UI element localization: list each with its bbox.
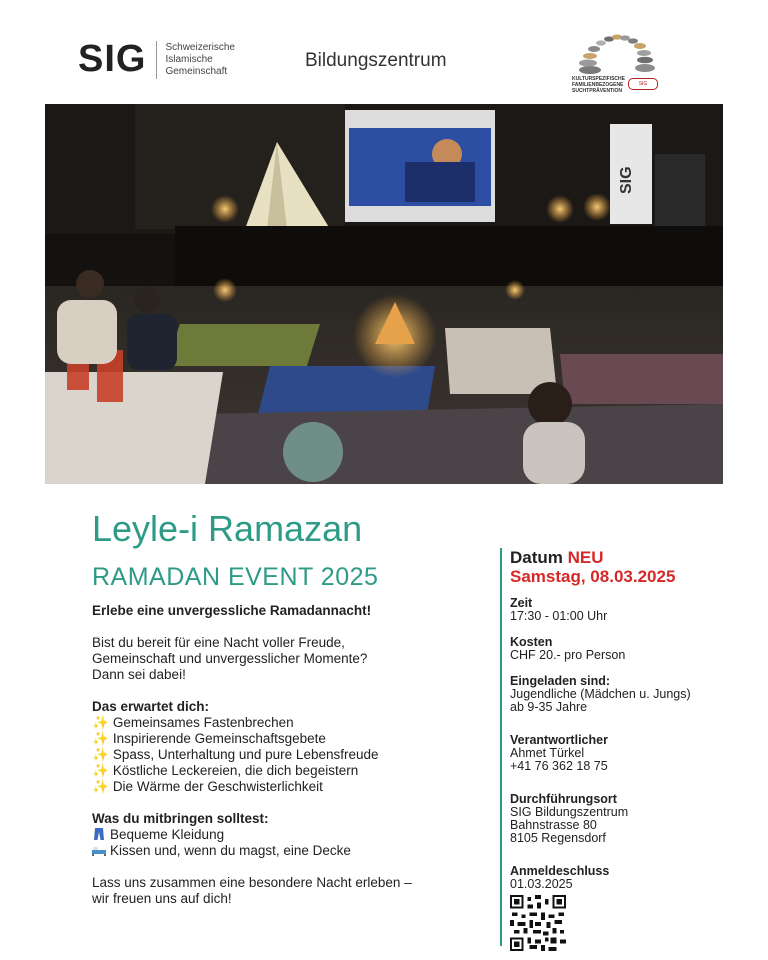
closing-line: wir freuen uns auf dich!: [92, 891, 232, 906]
bring-heading: Was du mitbringen solltest:: [92, 811, 269, 826]
expect-list: [92, 715, 482, 795]
intro-line: Dann sei dabei!: [92, 667, 186, 682]
contact-label: Verantwortlicher: [510, 733, 608, 747]
invited-block: [510, 675, 740, 714]
logo-name-line: Islamische: [165, 53, 213, 65]
cost-value: CHF 20.- pro Person: [510, 648, 626, 662]
partner-logo-line: KULTURSPEZIFISCHE: [572, 76, 625, 82]
location-line: Bahnstrasse 80: [510, 818, 597, 832]
sparkles-icon: ✨: [92, 731, 109, 746]
sparkles-icon: ✨: [92, 747, 109, 762]
cost-block: [510, 636, 740, 662]
jeans-icon: [92, 828, 106, 840]
time-value: 17:30 - 01:00 Uhr: [510, 609, 608, 623]
intro-line: Bist du bereit für eine Nacht voller Freude,: [92, 635, 345, 650]
new-badge: NEU: [567, 548, 604, 567]
closing-line: Lass uns zusammen eine besondere Nacht erleben –: [92, 875, 412, 890]
datum-label: Datum: [510, 548, 563, 567]
location-line: SIG Bildungszentrum: [510, 805, 629, 819]
photo-sign-text: SIG: [618, 166, 635, 194]
sig-logo: [78, 38, 235, 81]
list-item: ✨ Inspirierende Gemeinschaftsgebete: [92, 731, 326, 746]
time-block: [510, 597, 740, 623]
invited-label: Eingeladen sind:: [510, 674, 611, 688]
logo-name-line: Schweizerische: [165, 41, 235, 53]
partner-logo-text: [572, 76, 632, 94]
list-item: Kissen und, wenn du magst, eine Decke: [92, 843, 482, 859]
event-subtitle: RAMADAN EVENT 2025: [92, 563, 379, 591]
contact-phone[interactable]: +41 76 362 18 75: [510, 759, 608, 773]
list-item: ✨ Spass, Unterhaltung und pure Lebensfreude: [92, 747, 379, 762]
qr-code-icon[interactable]: [510, 895, 566, 951]
datum-heading: [510, 548, 740, 567]
details-divider: [500, 548, 502, 946]
partner-logo-line: SUCHTPRÄVENTION: [572, 88, 623, 94]
logo-divider: [156, 41, 157, 79]
list-item: Bequeme Kleidung: [92, 827, 482, 843]
sparkles-icon: ✨: [92, 779, 109, 794]
header: [0, 0, 768, 100]
expect-heading: Das erwartet dich:: [92, 699, 210, 714]
event-photo: [45, 104, 723, 484]
location-label: Durchführungsort: [510, 792, 617, 806]
location-block: [510, 793, 740, 845]
sparkles-icon: ✨: [92, 763, 109, 778]
list-item: ✨ Köstliche Leckereien, die dich begeistern: [92, 763, 359, 778]
invited-line: ab 9-35 Jahre: [510, 700, 588, 714]
cost-label: Kosten: [510, 635, 553, 649]
contact-block: [510, 734, 740, 773]
partner-logo-line: FAMILIENBEZOGENE: [572, 82, 624, 88]
sig-logo-mark: SIG: [78, 38, 147, 80]
event-details: [510, 548, 740, 954]
deadline-value: 01.03.2025: [510, 877, 573, 891]
sig-logo-name: [165, 42, 234, 78]
header-center-text: Bildungszentrum: [305, 50, 447, 71]
bed-icon: [92, 844, 106, 856]
event-title: Leyle-i Ramazan: [92, 508, 363, 549]
list-item: ✨ Die Wärme der Geschwisterlichkeit: [92, 779, 323, 794]
logo-name-line: Gemeinschaft: [165, 65, 228, 77]
event-date: Samstag, 08.03.2025: [510, 567, 676, 586]
time-label: Zeit: [510, 596, 533, 610]
deadline-block: [510, 865, 740, 891]
contact-name: Ahmet Türkel: [510, 746, 585, 760]
event-description: [92, 603, 482, 907]
intro-headline: Erlebe eine unvergessliche Ramadannacht!: [92, 603, 372, 618]
location-line: 8105 Regensdorf: [510, 831, 606, 845]
sparkles-icon: ✨: [92, 715, 109, 730]
list-item: ✨ Gemeinsames Fastenbrechen: [92, 715, 294, 730]
bring-list: [92, 827, 482, 859]
invited-line: Jugendliche (Mädchen u. Jungs): [510, 687, 691, 701]
deadline-label: Anmeldeschluss: [510, 864, 610, 878]
partner-badge: SIG: [628, 78, 658, 90]
intro-line: Gemeinschaft und unvergesslicher Momente?: [92, 651, 368, 666]
